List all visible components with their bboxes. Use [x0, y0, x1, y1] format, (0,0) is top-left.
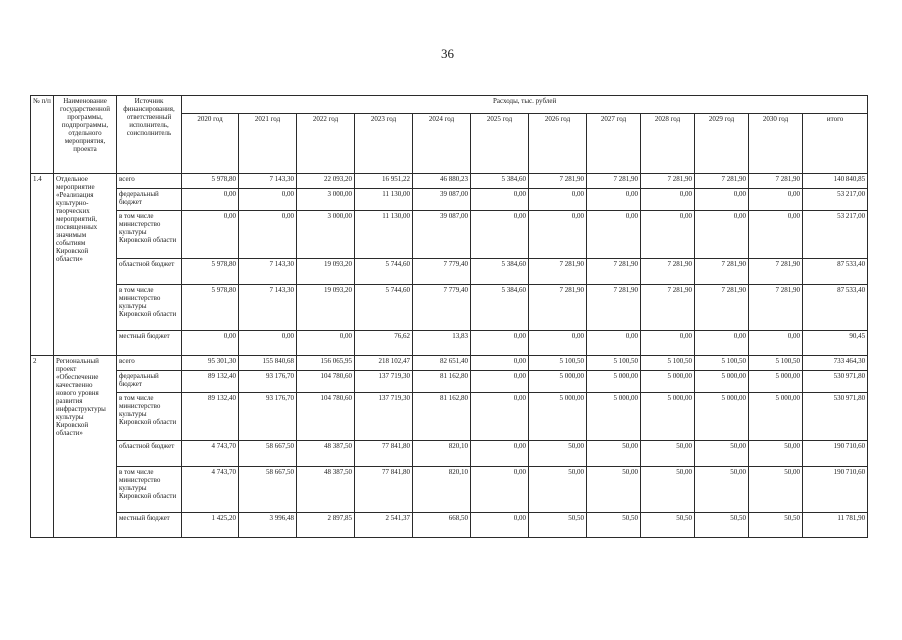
value-cell: 104 780,60: [297, 371, 355, 393]
value-cell: 5 100,50: [695, 356, 749, 371]
value-cell: 77 841,80: [355, 441, 413, 467]
header-total: итого: [803, 114, 868, 174]
value-cell: 50,00: [587, 467, 641, 513]
value-cell: 0,00: [695, 211, 749, 259]
value-cell: 7 281,90: [587, 259, 641, 285]
total-cell: 530 971,80: [803, 393, 868, 441]
value-cell: 7 281,90: [641, 174, 695, 189]
value-cell: 7 281,90: [749, 259, 803, 285]
value-cell: 0,00: [641, 211, 695, 259]
total-cell: 190 710,60: [803, 467, 868, 513]
value-cell: 0,00: [587, 331, 641, 356]
value-cell: 3 000,00: [297, 189, 355, 211]
value-cell: 0,00: [529, 211, 587, 259]
value-cell: 76,62: [355, 331, 413, 356]
value-cell: 7 281,90: [695, 259, 749, 285]
value-cell: 5 384,60: [471, 285, 529, 331]
funding-source: областной бюджет: [117, 259, 182, 285]
value-cell: 7 281,90: [641, 285, 695, 331]
value-cell: 48 387,50: [297, 441, 355, 467]
value-cell: 4 743,70: [182, 467, 239, 513]
value-cell: 5 978,80: [182, 285, 239, 331]
value-cell: 0,00: [471, 513, 529, 538]
header-row-top: [31, 96, 868, 114]
value-cell: 2 541,37: [355, 513, 413, 538]
value-cell: 5 100,50: [587, 356, 641, 371]
value-cell: 50,50: [587, 513, 641, 538]
value-cell: 7 281,90: [529, 259, 587, 285]
value-cell: 7 143,30: [239, 259, 297, 285]
value-cell: 7 281,90: [749, 285, 803, 331]
value-cell: 5 000,00: [695, 371, 749, 393]
value-cell: 5 000,00: [587, 371, 641, 393]
funding-source: местный бюджет: [117, 513, 182, 538]
header-year: 2022 год: [297, 114, 355, 174]
value-cell: 0,00: [471, 356, 529, 371]
value-cell: 7 281,90: [695, 174, 749, 189]
value-cell: 7 281,90: [641, 259, 695, 285]
group-1-4: [31, 174, 868, 356]
value-cell: 50,00: [749, 467, 803, 513]
value-cell: 50,50: [529, 513, 587, 538]
value-cell: 0,00: [587, 189, 641, 211]
value-cell: 50,00: [641, 441, 695, 467]
table-row: [31, 285, 868, 331]
value-cell: 7 281,90: [695, 285, 749, 331]
value-cell: 0,00: [471, 331, 529, 356]
total-cell: 90,45: [803, 331, 868, 356]
total-cell: 140 840,85: [803, 174, 868, 189]
value-cell: 0,00: [297, 331, 355, 356]
page-number: 36: [441, 46, 454, 61]
value-cell: 0,00: [641, 189, 695, 211]
table-row: [31, 371, 868, 393]
value-cell: 39 087,00: [413, 211, 471, 259]
value-cell: 11 130,00: [355, 189, 413, 211]
value-cell: 50,00: [587, 441, 641, 467]
value-cell: 2 897,85: [297, 513, 355, 538]
value-cell: 50,50: [695, 513, 749, 538]
value-cell: 218 102,47: [355, 356, 413, 371]
funding-source: в том числе министерство культуры Кировской области: [117, 393, 182, 441]
value-cell: 19 093,20: [297, 259, 355, 285]
funding-source: федеральный бюджет: [117, 189, 182, 211]
value-cell: 668,50: [413, 513, 471, 538]
activity-name: Региональный проект «Обеспечение качественно нового уровня развития инфраструктуры культуры Кировской области»: [54, 356, 117, 538]
value-cell: 50,50: [641, 513, 695, 538]
header-year: 2024 год: [413, 114, 471, 174]
header-year: 2029 год: [695, 114, 749, 174]
value-cell: 0,00: [587, 211, 641, 259]
row-number: 1.4: [31, 174, 54, 356]
value-cell: 0,00: [471, 393, 529, 441]
table-row: [31, 356, 868, 371]
value-cell: 5 000,00: [749, 393, 803, 441]
value-cell: 95 301,30: [182, 356, 239, 371]
value-cell: 81 162,80: [413, 371, 471, 393]
value-cell: 48 387,50: [297, 467, 355, 513]
value-cell: 5 000,00: [587, 393, 641, 441]
header-year: 2021 год: [239, 114, 297, 174]
value-cell: 13,83: [413, 331, 471, 356]
activity-name: Отдельное мероприятие «Реализация культурно-творческих мероприятий, посвященных значимым событиям Кировской области»: [54, 174, 117, 356]
value-cell: 7 281,90: [587, 285, 641, 331]
group-2: [31, 356, 868, 538]
value-cell: 0,00: [695, 189, 749, 211]
value-cell: 5 000,00: [529, 371, 587, 393]
total-cell: 733 464,30: [803, 356, 868, 371]
value-cell: 93 176,70: [239, 371, 297, 393]
value-cell: 5 000,00: [641, 371, 695, 393]
table-row: [31, 259, 868, 285]
funding-source: всего: [117, 174, 182, 189]
total-cell: 87 533,40: [803, 285, 868, 331]
funding-source: федеральный бюджет: [117, 371, 182, 393]
value-cell: 0,00: [749, 189, 803, 211]
value-cell: 0,00: [471, 467, 529, 513]
table-row: [31, 467, 868, 513]
value-cell: 5 000,00: [695, 393, 749, 441]
value-cell: 5 384,60: [471, 259, 529, 285]
value-cell: 89 132,40: [182, 393, 239, 441]
value-cell: 5 744,60: [355, 259, 413, 285]
value-cell: 58 667,50: [239, 441, 297, 467]
value-cell: 3 996,48: [239, 513, 297, 538]
value-cell: 0,00: [529, 189, 587, 211]
funding-source: в том числе министерство культуры Кировской области: [117, 211, 182, 259]
value-cell: 7 143,30: [239, 174, 297, 189]
value-cell: 50,00: [695, 441, 749, 467]
total-cell: 190 710,60: [803, 441, 868, 467]
value-cell: 50,00: [641, 467, 695, 513]
total-cell: 530 971,80: [803, 371, 868, 393]
funding-source: в том числе министерство культуры Кировской области: [117, 467, 182, 513]
value-cell: 0,00: [471, 371, 529, 393]
value-cell: 3 000,00: [297, 211, 355, 259]
header-year: 2027 год: [587, 114, 641, 174]
total-cell: 53 217,00: [803, 189, 868, 211]
value-cell: 0,00: [749, 331, 803, 356]
table-row: [31, 331, 868, 356]
value-cell: 0,00: [749, 211, 803, 259]
value-cell: 39 087,00: [413, 189, 471, 211]
table-row: [31, 189, 868, 211]
value-cell: 77 841,80: [355, 467, 413, 513]
value-cell: 820,10: [413, 467, 471, 513]
funding-source: областной бюджет: [117, 441, 182, 467]
total-cell: 11 781,90: [803, 513, 868, 538]
value-cell: 156 065,95: [297, 356, 355, 371]
value-cell: 0,00: [695, 331, 749, 356]
value-cell: 50,00: [529, 467, 587, 513]
value-cell: 82 651,40: [413, 356, 471, 371]
table-row: [31, 174, 868, 189]
value-cell: 11 130,00: [355, 211, 413, 259]
row-number: 2: [31, 356, 54, 538]
value-cell: 7 779,40: [413, 285, 471, 331]
value-cell: 89 132,40: [182, 371, 239, 393]
value-cell: 0,00: [471, 441, 529, 467]
value-cell: 22 093,20: [297, 174, 355, 189]
total-cell: 53 217,00: [803, 211, 868, 259]
value-cell: 0,00: [471, 211, 529, 259]
value-cell: 7 281,90: [749, 174, 803, 189]
header-year: 2020 год: [182, 114, 239, 174]
header-year: 2028 год: [641, 114, 695, 174]
value-cell: 7 779,40: [413, 259, 471, 285]
value-cell: 155 840,68: [239, 356, 297, 371]
value-cell: 7 281,90: [529, 174, 587, 189]
value-cell: 50,50: [749, 513, 803, 538]
header-num: № п/п: [31, 96, 54, 174]
total-cell: 87 533,40: [803, 259, 868, 285]
value-cell: 0,00: [239, 211, 297, 259]
value-cell: 5 100,50: [641, 356, 695, 371]
value-cell: 1 425,20: [182, 513, 239, 538]
value-cell: 0,00: [182, 189, 239, 211]
value-cell: 16 951,22: [355, 174, 413, 189]
value-cell: 0,00: [239, 189, 297, 211]
value-cell: 5 000,00: [529, 393, 587, 441]
value-cell: 0,00: [529, 331, 587, 356]
value-cell: 93 176,70: [239, 393, 297, 441]
value-cell: 0,00: [182, 331, 239, 356]
value-cell: 5 978,80: [182, 259, 239, 285]
value-cell: 5 384,60: [471, 174, 529, 189]
value-cell: 7 281,90: [529, 285, 587, 331]
value-cell: 4 743,70: [182, 441, 239, 467]
value-cell: 7 281,90: [587, 174, 641, 189]
value-cell: 0,00: [471, 189, 529, 211]
value-cell: 19 093,20: [297, 285, 355, 331]
funding-source: местный бюджет: [117, 331, 182, 356]
value-cell: 137 719,30: [355, 393, 413, 441]
value-cell: 137 719,30: [355, 371, 413, 393]
header-year: 2030 год: [749, 114, 803, 174]
header-year: 2025 год: [471, 114, 529, 174]
value-cell: 5 100,50: [749, 356, 803, 371]
table-row: [31, 211, 868, 259]
value-cell: 0,00: [182, 211, 239, 259]
budget-table: [30, 95, 868, 538]
value-cell: 820,10: [413, 441, 471, 467]
value-cell: 5 744,60: [355, 285, 413, 331]
header-expenses: Расходы, тыс. рублей: [182, 96, 868, 114]
value-cell: 46 880,23: [413, 174, 471, 189]
header-year: 2026 год: [529, 114, 587, 174]
value-cell: 58 667,50: [239, 467, 297, 513]
table-row: [31, 513, 868, 538]
value-cell: 5 978,80: [182, 174, 239, 189]
table-row: [31, 393, 868, 441]
funding-source: в том числе министерство культуры Кировской области: [117, 285, 182, 331]
value-cell: 5 000,00: [641, 393, 695, 441]
value-cell: 5 000,00: [749, 371, 803, 393]
header-name: Наименование государственной программы, подпрограммы, отдельного мероприятия, проекта: [54, 96, 117, 174]
value-cell: 50,00: [749, 441, 803, 467]
header-year: 2023 год: [355, 114, 413, 174]
value-cell: 104 780,60: [297, 393, 355, 441]
value-cell: 7 143,30: [239, 285, 297, 331]
value-cell: 50,00: [695, 467, 749, 513]
value-cell: 5 100,50: [529, 356, 587, 371]
header-source: Источник финансирования, ответственный исполнитель, соисполнитель: [117, 96, 182, 174]
value-cell: 81 162,80: [413, 393, 471, 441]
value-cell: 50,00: [529, 441, 587, 467]
value-cell: 0,00: [239, 331, 297, 356]
funding-source: всего: [117, 356, 182, 371]
value-cell: 0,00: [641, 331, 695, 356]
table-row: [31, 441, 868, 467]
